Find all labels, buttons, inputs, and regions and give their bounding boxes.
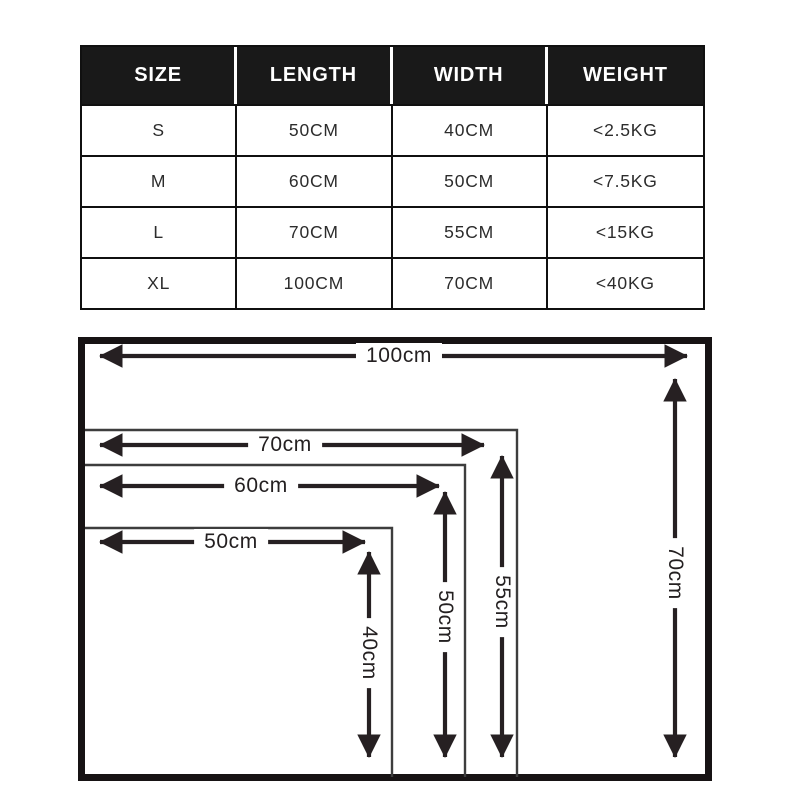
m-length-label: 60cm (224, 473, 298, 499)
size-outline-xl (82, 341, 709, 778)
cell-m-weight: <7.5KG (548, 155, 703, 206)
cell-s-size: S (82, 104, 237, 155)
table-row-l (82, 206, 703, 257)
col-header-weight: WEIGHT (548, 47, 703, 104)
dimension-diagram-canvas (78, 337, 712, 781)
cell-xl-width: 70CM (393, 257, 548, 308)
table-row-s (82, 104, 703, 155)
cell-xl-weight: <40KG (548, 257, 703, 308)
l-width-label: 55cm (489, 567, 515, 637)
cell-m-length: 60CM (237, 155, 392, 206)
m-width-label: 50cm (432, 582, 458, 652)
cell-l-size: L (82, 206, 237, 257)
size-table-header (82, 47, 703, 104)
cell-s-length: 50CM (237, 104, 392, 155)
col-header-width: WIDTH (393, 47, 548, 104)
xl-length-label: 100cm (356, 343, 442, 369)
xl-width-label: 70cm (662, 538, 688, 608)
cell-s-weight: <2.5KG (548, 104, 703, 155)
size-outline-m (85, 465, 465, 777)
s-length-label: 50cm (194, 529, 268, 555)
cell-l-length: 70CM (237, 206, 392, 257)
cell-xl-size: XL (82, 257, 237, 308)
cell-l-weight: <15KG (548, 206, 703, 257)
table-row-m (82, 155, 703, 206)
cell-s-width: 40CM (393, 104, 548, 155)
size-outline-s (85, 528, 392, 777)
dimension-diagram (78, 337, 712, 781)
cell-m-size: M (82, 155, 237, 206)
l-length-label: 70cm (248, 432, 322, 458)
col-header-length: LENGTH (237, 47, 392, 104)
cell-xl-length: 100CM (237, 257, 392, 308)
cell-m-width: 50CM (393, 155, 548, 206)
col-header-size: SIZE (82, 47, 237, 104)
cell-l-width: 55CM (393, 206, 548, 257)
s-width-label: 40cm (356, 618, 382, 688)
size-table (80, 45, 705, 310)
table-row-xl (82, 257, 703, 308)
